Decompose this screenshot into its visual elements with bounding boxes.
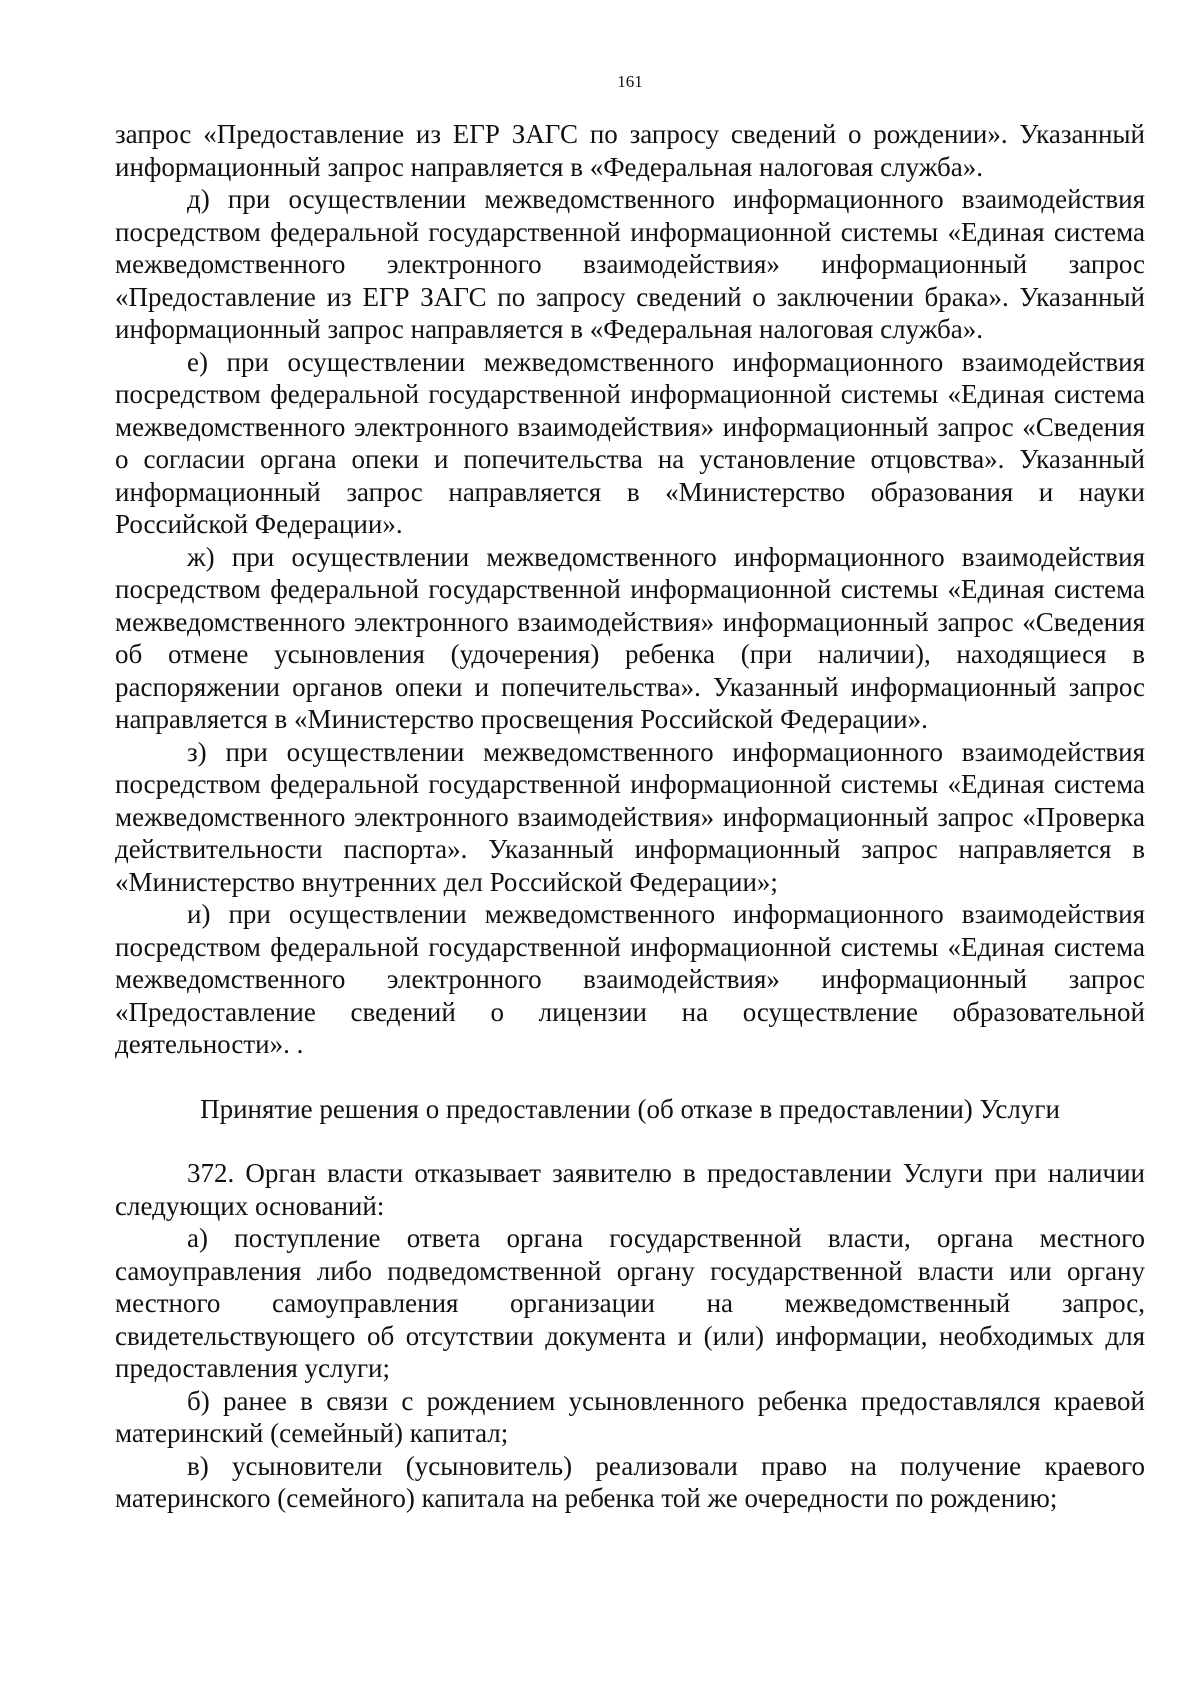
paragraph-item-a: а) поступление ответа органа государственной власти, органа местного самоуправления либо подведомственной органу государственной власти или органу местного самоуправления организации на межведомственный запрос, свидетельствующего об отсутствии документа и (или) информации, необходимых для предоставления услуги; [115,1223,1145,1383]
page-number: 161 [617,72,643,91]
paragraph-item-e: е) при осуществлении межведомственного информационного взаимодействия посредством федеральной государственной информационной системы «Единая система межведомственного электронного взаимодействия» информационный запрос «Сведения о согласии органа опеки и попечительства на установление отцовства». Указанный информационный запрос направляется в «Министерство образования и науки Российской Федерации». [115,346,1145,539]
paragraph-item-d: д) при осуществлении межведомственного информационного взаимодействия посредством федеральной государственной информационной системы «Единая система межведомственного электронного взаимодействия» информационный запрос «Предоставление из ЕГР ЗАГС по запросу сведений о заключении брака». Указанный информационный запрос направляется в «Федеральная налоговая служба». [115,184,1145,344]
paragraph-item-v: в) усыновители (усыновитель) реализовали право на получение краевого материнского (семейного) капитала на ребенка той же очередности по рождению; [115,1450,1145,1513]
paragraph-item-i: и) при осуществлении межведомственного информационного взаимодействия посредством федеральной государственной информационной системы «Единая система межведомственного электронного взаимодействия» информационный запрос «Предоставление сведений о лицензии на осуществление образовательной деятельности». . [115,899,1145,1059]
section-heading: Принятие решения о предоставлении (об отказе в предоставлении) Услуги [200,1093,1060,1124]
paragraph-item-z: з) при осуществлении межведомственного информационного взаимодействия посредством федеральной государственной информационной системы «Единая система межведомственного электронного взаимодействия» информационный запрос «Проверка действительности паспорта». Указанный информационный запрос направляется в «Министерство внутренних дел Российской Федерации»; [115,736,1145,897]
paragraph-372: 372. Орган власти отказывает заявителю в предоставлении Услуги при наличии следующих оснований: [115,1158,1145,1221]
paragraph-item-zh: ж) при осуществлении межведомственного информационного взаимодействия посредством федеральной государственной информационной системы «Единая система межведомственного электронного взаимодействия» информационный запрос «Сведения об отмене усыновления (удочерения) ребенка (при наличии), находящиеся в распоряжении органов опеки и попечительства». Указанный информационный запрос направляется в «Министерство просвещения Российской Федерации». [115,541,1145,734]
paragraph-item-b: б) ранее в связи с рождением усыновленного ребенка предоставлялся краевой материнский (семейный) капитал; [115,1385,1145,1448]
document-body [115,118,1145,1515]
paragraph-continuation: запрос «Предоставление из ЕГР ЗАГС по запросу сведений о рождении». Указанный информационный запрос направляется в «Федеральная налоговая служба». [115,119,1145,182]
